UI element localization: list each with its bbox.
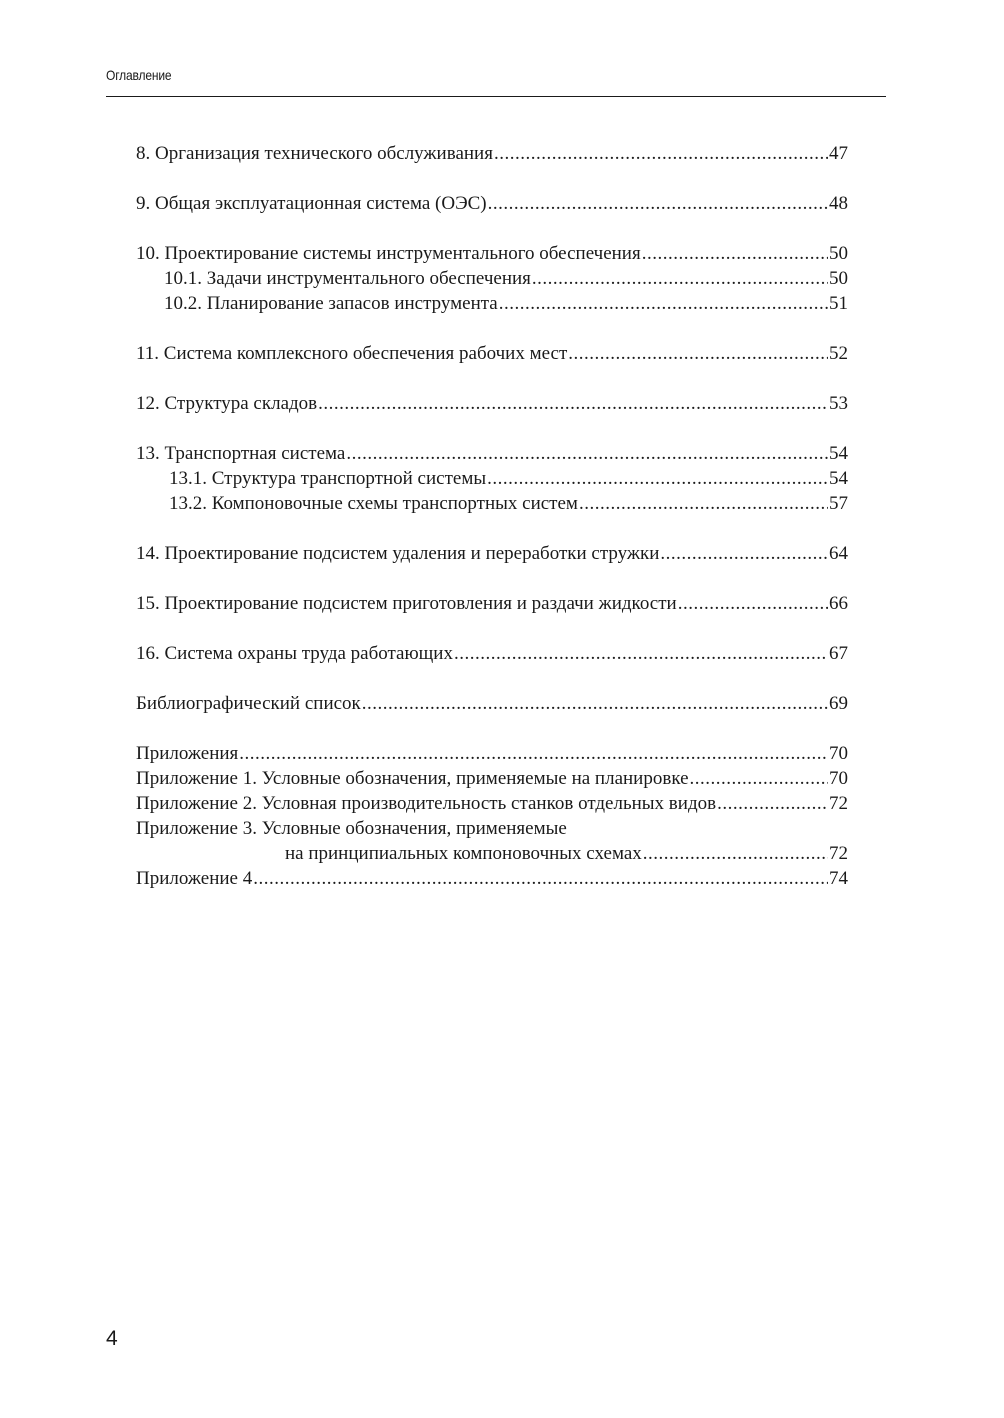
toc-entry-bibliography[interactable] [136,691,848,716]
toc-group-8 [136,141,848,166]
dot-leader [488,191,828,216]
toc-entry-title: 16. Система охраны труда работающих [136,643,453,664]
toc-entry-appendix-4[interactable] [136,866,848,891]
toc-entry-title: 10. Проектирование системы инструментального обеспечения [136,243,641,264]
dot-leader [690,766,828,791]
toc-group-12 [136,391,848,416]
toc-entry-title: 11. Система комплексного обеспечения рабочих мест [136,343,568,364]
toc-entry-page: 67 [829,643,848,664]
toc-entry-12[interactable] [136,391,848,416]
toc-entry-title: Приложение 4 [136,868,253,889]
toc-entry-13-1[interactable] [136,466,848,491]
dot-leader [717,791,828,816]
toc-entry-page: 70 [829,743,848,764]
toc-group-11 [136,341,848,366]
toc-entry-page: 64 [829,543,848,564]
dot-leader [454,641,828,666]
toc-entry-page: 54 [829,468,848,489]
toc-entry-page: 74 [829,868,848,889]
toc-entry-14[interactable] [136,541,848,566]
toc-entry-appendix-3-line-1[interactable]: Приложение 3. Условные обозначения, применяемые [136,818,567,839]
toc-entry-page: 50 [829,243,848,264]
dot-leader [579,491,828,516]
toc-group-15 [136,591,848,616]
dot-leader [253,866,828,891]
toc-entry-11[interactable] [136,341,848,366]
dot-leader [532,266,828,291]
toc-entry-10[interactable] [136,241,848,266]
toc-entry-title: 8. Организация технического обслуживания [136,143,493,164]
toc-entry-appendix-2[interactable] [136,791,848,816]
toc-entry-page: 70 [829,768,848,789]
toc-entry-title: Приложения [136,743,239,764]
toc-group-16 [136,641,848,666]
toc-entry-page: 50 [829,268,848,289]
toc-entry-title: 10.1. Задачи инструментального обеспечения [164,268,531,289]
toc-entry-title: 14. Проектирование подсистем удаления и переработки стружки [136,543,660,564]
toc-entry-title: 13.1. Структура транспортной системы [169,468,487,489]
toc-entry-page: 47 [829,143,848,164]
toc-entry-page: 53 [829,393,848,414]
dot-leader [318,391,828,416]
toc-entry-page: 69 [829,693,848,714]
toc-entry-appendices[interactable] [136,741,848,766]
toc-group-bibliography [136,691,848,716]
toc-entry-10-1[interactable] [136,266,848,291]
toc-entry-page: 48 [829,193,848,214]
dot-leader [643,841,828,866]
dot-leader [362,691,828,716]
toc-entry-title: на принципиальных компоновочных схемах [285,843,642,864]
toc-entry-appendix-3[interactable] [136,841,848,866]
toc-entry-title: Приложение 2. Условная производительность станков отдельных видов [136,793,717,814]
toc-group-14 [136,541,848,566]
toc-entry-page: 66 [829,593,848,614]
dot-leader [487,466,828,491]
toc-entry-page: 54 [829,443,848,464]
dot-leader [499,291,828,316]
running-header-title: Оглавление [106,67,172,83]
dot-leader [494,141,828,166]
toc-entry-title: 13. Транспортная система [136,443,346,464]
toc-entry-page: 72 [829,843,848,864]
dot-leader [660,541,828,566]
toc-entry-9[interactable] [136,191,848,216]
toc-group-appendices [136,741,848,891]
toc-group-13 [136,441,848,516]
toc-entry-title: 13.2. Компоновочные схемы транспортных систем [169,493,578,514]
toc-entry-title: 15. Проектирование подсистем приготовления и раздачи жидкости [136,593,677,614]
dot-leader [678,591,828,616]
dot-leader [239,741,828,766]
toc-entry-title: 10.2. Планирование запасов инструмента [164,293,498,314]
toc-entry-15[interactable] [136,591,848,616]
toc-entry-appendix-1[interactable] [136,766,848,791]
toc-entry-13[interactable] [136,441,848,466]
toc-entry-title: 9. Общая эксплуатационная система (ОЭС) [136,193,487,214]
table-of-contents [136,141,848,916]
page-number: 4 [106,1327,118,1350]
toc-entry-page: 72 [829,793,848,814]
toc-entry-16[interactable] [136,641,848,666]
dot-leader [568,341,828,366]
toc-entry-8[interactable] [136,141,848,166]
dot-leader [346,441,828,466]
toc-entry-page: 52 [829,343,848,364]
toc-group-9 [136,191,848,216]
toc-entry-page: 51 [829,293,848,314]
dot-leader [642,241,828,266]
header-rule [106,96,886,97]
toc-entry-title: Библиографический список [136,693,361,714]
toc-entry-page: 57 [829,493,848,514]
toc-entry-10-2[interactable] [136,291,848,316]
toc-entry-title: Приложение 1. Условные обозначения, применяемые на планировке [136,768,689,789]
toc-entry-title: 12. Структура складов [136,393,318,414]
toc-entry-13-2[interactable] [136,491,848,516]
toc-group-10 [136,241,848,316]
